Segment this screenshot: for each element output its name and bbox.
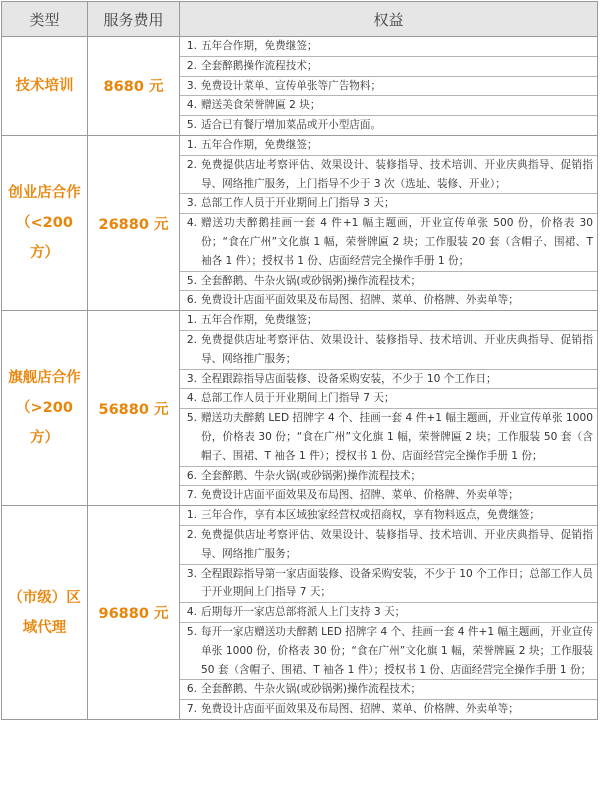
benefit-number: 3. [186,372,197,385]
benefit-number: 2. [186,158,197,171]
benefit-text: 全套醉鹅、牛杂火锅(或砂锅粥)操作流程技术； [201,683,422,696]
franchise-plan-table [1,1,598,720]
benefit-text: 免费设计店面平面效果及布局图、招牌、菜单、价格牌、外卖单等； [201,294,519,307]
benefit-text: 全程跟踪指导店面装修、设备采购安装，不少于 10 个工作日； [201,372,497,385]
tier-row [2,506,598,720]
benefit-number: 4. [186,99,197,112]
benefit-list [180,37,597,135]
benefit-item [180,57,597,77]
benefit-text: 免费提供店址考察评估、效果设计、装修指导、技术培训、开业庆典指导、促销指导、网络推广服务； [201,333,593,365]
benefit-item [180,136,597,156]
benefit-item [180,370,597,390]
benefit-item [180,565,597,604]
benefit-number: 2. [186,59,197,72]
benefit-text: 全程跟踪指导第一家店面装修、设备采购安装，不少于 10 个工作日；总部工作人员于开业期间上门指导 7 天； [201,567,593,599]
tier-price: 26880 元 [88,135,180,310]
benefit-item [180,311,597,331]
benefit-number: 7. [186,489,197,502]
tier-type: 技术培训 [2,37,88,136]
benefit-item [180,700,597,719]
benefit-number: 5. [186,119,197,132]
tier-row [2,311,598,506]
tier-type: 创业店合作（<200方） [2,135,88,310]
benefit-item [180,37,597,57]
benefit-number: 3. [186,567,197,580]
benefit-item [180,680,597,700]
benefit-text: 五年合作期，免费继签； [201,314,318,327]
tier-benefits [180,37,598,136]
benefit-item [180,194,597,214]
benefit-number: 7. [186,703,197,716]
benefit-item [180,331,597,370]
benefit-text: 五年合作期，免费继签； [201,40,318,52]
benefit-number: 6. [186,683,197,696]
tier-benefits [180,506,598,720]
benefit-item [180,156,597,195]
header-row [2,2,598,37]
benefit-number: 5. [186,625,197,638]
benefit-item [180,116,597,135]
benefit-text: 全套醉鹅、牛杂火锅(或砂锅粥)操作流程技术； [201,469,422,482]
benefit-text: 三年合作，享有本区域独家经营权或招商权，享有物料返点，免费继签； [201,509,540,522]
benefit-list [180,311,597,505]
tier-row [2,135,598,310]
benefit-text: 赠送美食荣誉牌匾 2 块； [201,99,321,112]
tier-type: 旗舰店合作（>200方） [2,311,88,506]
benefit-text: 免费设计店面平面效果及布局图、招牌、菜单、价格牌、外卖单等； [201,703,519,716]
benefit-text: 免费提供店址考察评估、效果设计、装修指导、技术培训、开业庆典指导、促销指导、网络推广服务，上门指导不少于 3 次（选址、装修、开业）； [201,158,593,190]
benefit-text: 每开一家店赠送功夫醉鹅 LED 招牌字 4 个、挂画一套 4 件+1 幅主题画，开业宣传单张 1000 份，价格表 30 份；“食在广州”文化旗 1 幅，荣誉牌匾 2 块；工作服装 50 套（含帽子、围裙、T 袖各 1 件）；授权书 1 份、店面经营完全操作手册 1 份； [201,625,593,676]
benefit-item [180,486,597,505]
benefit-text: 免费设计店面平面效果及布局图、招牌、菜单、价格牌、外卖单等； [201,489,519,502]
benefit-number: 3. [186,197,197,210]
benefit-text: 全套醉鹅操作流程技术； [201,59,318,72]
benefit-text: 适合已有餐厅增加菜品或开小型店面。 [201,119,382,132]
benefit-number: 4. [186,217,197,230]
benefit-item [180,623,597,680]
benefit-number: 5. [186,412,197,425]
benefit-text: 免费设计菜单、宣传单张等广告物料； [201,79,382,92]
benefit-item [180,96,597,116]
benefit-item [180,272,597,292]
tier-price: 56880 元 [88,311,180,506]
benefit-number: 1. [186,138,197,151]
benefit-item [180,291,597,310]
header-fee: 服务费用 [88,2,180,37]
benefit-number: 2. [186,333,197,346]
benefit-item [180,467,597,487]
benefit-number: 4. [186,606,197,619]
benefit-number: 1. [186,314,197,327]
benefit-text: 总部工作人员于开业期间上门指导 7 天； [201,392,395,405]
benefit-number: 6. [186,294,197,307]
benefit-item [180,409,597,466]
tier-row [2,37,598,136]
benefit-number: 5. [186,274,197,287]
benefit-number: 2. [186,528,197,541]
benefit-text: 免费提供店址考察评估、效果设计、装修指导、技术培训、开业庆典指导、促销指导、网络推广服务； [201,528,593,560]
benefit-text: 五年合作期，免费继签； [201,138,318,151]
benefit-text: 赠送功夫醉鹅 LED 招牌字 4 个、挂画一套 4 件+1 幅主题画，开业宣传单张 1000 份，价格表 30 份；“食在广州”文化旗 1 幅，荣誉牌匾 2 块；工作服装 50 套（含帽子、围裙、T 袖各 1 件）；授权书 1 份、店面经营完全操作手册 1 份； [201,412,593,462]
tier-type: （市级）区域代理 [2,506,88,720]
benefit-number: 1. [186,509,197,522]
benefit-number: 3. [186,79,197,92]
tier-price: 96880 元 [88,506,180,720]
benefit-item [180,77,597,97]
benefit-list [180,506,597,719]
benefit-number: 1. [186,40,197,52]
tier-price: 8680 元 [88,37,180,136]
header-type: 类型 [2,2,88,37]
benefit-text: 总部工作人员于开业期间上门指导 3 天； [201,197,395,210]
benefit-number: 4. [186,392,197,405]
benefit-list [180,136,597,310]
benefit-item [180,603,597,623]
benefit-number: 6. [186,469,197,482]
benefit-text: 全套醉鹅、牛杂火锅(或砂锅粥)操作流程技术； [201,274,422,287]
benefit-item [180,506,597,526]
header-benefits: 权益 [180,2,598,37]
benefit-item [180,526,597,565]
benefit-text: 赠送功夫醉鹅挂画一套 4 件+1 幅主题画，开业宣传单张 500 份，价格表 30 份；“食在广州”文化旗 1 幅，荣誉牌匾 2 块；工作服装 20 套（含帽子、围裙、T 袖各 1 件）；授权书 1 份、店面经营完全操作手册 1 份； [201,217,593,267]
benefit-item [180,389,597,409]
tier-benefits [180,311,598,506]
benefit-item [180,214,597,271]
tier-benefits [180,135,598,310]
benefit-text: 后期每开一家店总部将派人上门支持 3 天； [201,606,406,619]
plan-rows [2,37,598,720]
